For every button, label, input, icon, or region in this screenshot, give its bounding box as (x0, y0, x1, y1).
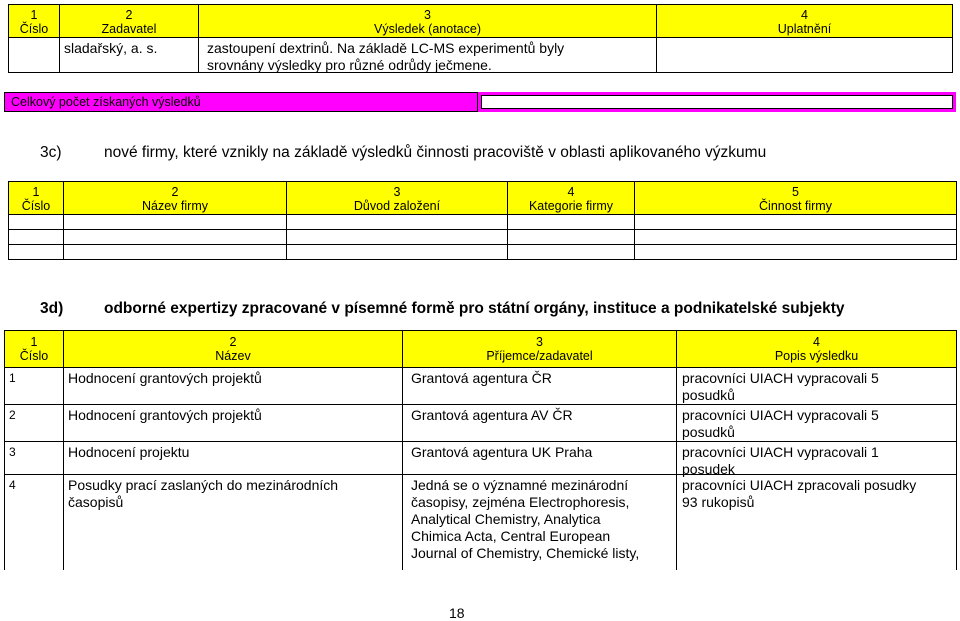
row-zadavatel-cell (59, 37, 199, 73)
row-vysledek-cell (198, 37, 657, 73)
table-row-cislo: 3 (4, 441, 64, 475)
page-number: 18 (449, 605, 465, 621)
table-row-empty (286, 229, 508, 245)
section-3c-title: nové firmy, které vznikly na základě výsledků činnosti pracoviště v oblasti aplikovaného výzkumu (104, 144, 767, 161)
header-3d-nazev: 2 Název (63, 330, 403, 368)
table-row-prijemce: Jedná se o významné mezinárodní časopisy, zejména Electrophoresis, Analytical Chemistry, Analytica Chimica Acta, Central European Journal of Chemistry, Chemické listy, (402, 474, 677, 570)
total-results-value (481, 95, 953, 109)
header-3c-nazev-firmy: 2 Název firmy (63, 181, 287, 215)
header-3c-cinnost: 5 Činnost firmy (634, 181, 957, 215)
table-row-empty (63, 229, 287, 245)
vysledek-line: zastoupení dextrinů. Na základě LC-MS experimentů byly (207, 40, 565, 56)
table-row-empty (507, 244, 635, 260)
header-uplatneni: 4 Uplatnění (656, 4, 953, 38)
table-row-empty (8, 244, 64, 260)
table-row-empty (8, 214, 64, 230)
section-3d-number: 3d) (40, 300, 64, 317)
table-row-empty (8, 229, 64, 245)
table-row-nazev: Hodnocení grantových projektů (63, 367, 403, 405)
header-cislo: 1 Číslo (8, 4, 60, 38)
table-row-prijemce: Grantová agentura ČR (402, 367, 677, 405)
table-row-popis: pracovníci UIACH vypracovali 1 posudek (676, 441, 957, 475)
table-row-empty (507, 214, 635, 230)
table-row-cislo: 2 (4, 404, 64, 442)
table-row-popis: pracovníci UIACH vypracovali 5 posudků (676, 367, 957, 405)
header-3d-popis: 4 Popis výsledku (676, 330, 957, 368)
total-results-label-cell (4, 92, 478, 112)
table-row-nazev: Hodnocení projektu (63, 441, 403, 475)
table-row-prijemce: Grantová agentura AV ČR (402, 404, 677, 442)
header-3d-prijemce: 3 Příjemce/zadavatel (402, 330, 677, 368)
total-results-value-frame (478, 92, 956, 112)
header-3c-duvod: 3 Důvod založení (286, 181, 508, 215)
row-uplatneni-cell (656, 37, 953, 73)
section-3d-title: odborné expertizy zpracované v písemné formě pro státní orgány, instituce a podnikatelské subjekty (104, 300, 845, 317)
table-row-empty (507, 229, 635, 245)
header-3c-kategorie: 4 Kategorie firmy (507, 181, 635, 215)
header-vysledek: 3 Výsledek (anotace) (198, 4, 657, 38)
table-row-nazev: Posudky prací zaslaných do mezinárodních časopisů (63, 474, 403, 570)
table-row-empty (63, 214, 287, 230)
table-row-popis: pracovníci UIACH vypracovali 5 posudků (676, 404, 957, 442)
table-row-empty (634, 244, 957, 260)
table-row-empty (63, 244, 287, 260)
table-row-cislo: 4 (4, 474, 64, 570)
header-3c-cislo: 1 Číslo (8, 181, 64, 215)
vysledek-line: srovnány výsledky pro různé odrůdy ječmene. (207, 57, 492, 73)
zadavatel-text: sladařský, a. s. (64, 40, 158, 56)
table-row-empty (286, 244, 508, 260)
table-row-popis: pracovníci UIACH zpracovali posudky 93 rukopisů (676, 474, 957, 570)
table-row-empty (634, 229, 957, 245)
table-row-empty (634, 214, 957, 230)
section-3c-number: 3c) (40, 144, 62, 161)
header-zadavatel: 2 Zadavatel (59, 4, 199, 38)
table-row-empty (286, 214, 508, 230)
table-row-cislo: 1 (4, 367, 64, 405)
header-3d-cislo: 1 Číslo (4, 330, 64, 368)
table-row-prijemce: Grantová agentura UK Praha (402, 441, 677, 475)
row-cislo-cell (8, 37, 60, 73)
total-results-label: Celkový počet získaných výsledků (11, 95, 201, 109)
table-row-nazev: Hodnocení grantových projektů (63, 404, 403, 442)
